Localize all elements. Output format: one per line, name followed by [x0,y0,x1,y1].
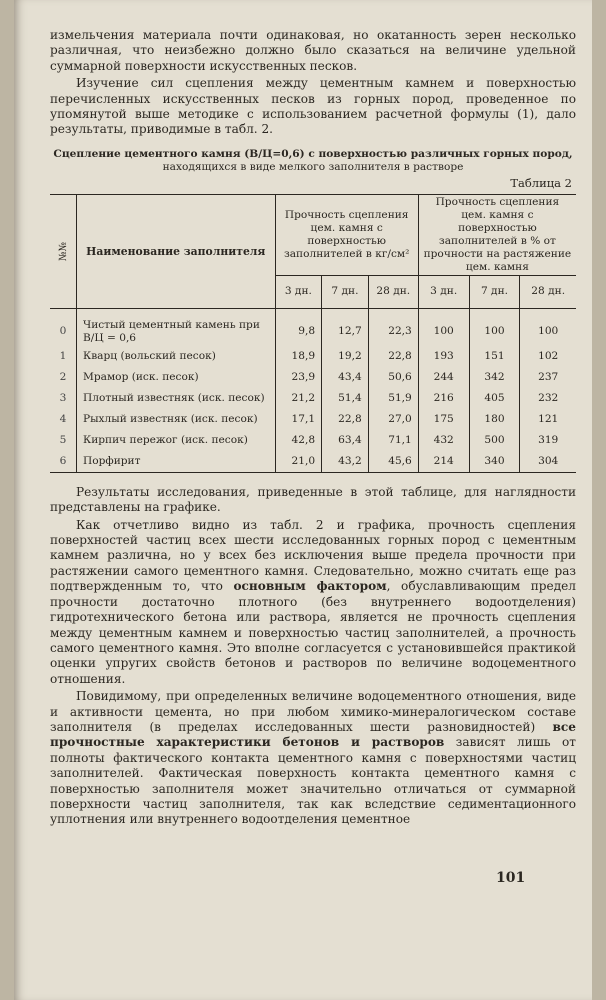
cell-value: 42,8 [275,430,322,451]
cell-value: 63,4 [322,430,369,451]
cell-value: 27,0 [368,409,418,430]
cell-value: 51,4 [322,388,369,409]
row-name: Чистый цементный камень при В/Ц = 0,6 [77,308,276,346]
cell-value: 23,9 [275,367,322,388]
cell-value: 22,8 [368,346,418,367]
cell-value: 22,3 [368,308,418,346]
row-name: Рыхлый известняк (иск. песок) [77,409,276,430]
table-row [50,388,576,409]
cell-value: 19,2 [322,346,369,367]
paragraph-4-emphasis: основным фактором [233,579,387,594]
table-row [50,451,576,473]
cell-value: 175 [418,409,469,430]
col-header-day: 7 дн. [469,275,520,308]
row-name: Мрамор (иск. песок) [77,367,276,388]
cell-value: 18,9 [275,346,322,367]
paragraph-5-emphasis: все прочностные характеристики бетонов и растворов [50,719,576,750]
cell-value: 244 [418,367,469,388]
paragraph-4-text: Как отчетливо видно из табл. 2 и графика, прочность сцепления поверхностей частиц всех шести исследованных горных пород с цементным камнем различна, но у всех без исключения выше предела прочности при растяжении самого цементного камня. Следовательно, можно считать еще раз подтвержденным то, что [50,517,576,594]
col-header-day: 28 дн. [368,275,418,308]
cell-value: 151 [469,346,520,367]
paragraph-1: измельчения материала почти одинаковая, но окатанность зерен несколько различная, что неизбежно должно было сказаться на величине удельной суммарной поверхности искусственных песков. [50,28,576,73]
row-number: 1 [59,349,67,362]
row-name: Плотный известняк (иск. песок) [77,388,276,409]
col-header-day: 3 дн. [418,275,469,308]
paragraph-3-rest: наглядности представлены на графике. [50,484,576,515]
data-table [50,194,576,473]
table-row [50,367,576,388]
cell-value: 12,7 [322,308,369,346]
cell-value: 17,1 [275,409,322,430]
table-caption-line1: Сцепление цементного камня (В/Ц=0,6) с поверхностью различных горных пород, [53,147,573,160]
cell-value: 43,2 [322,451,369,473]
row-number: 6 [50,451,77,473]
table-row [50,430,576,451]
cell-value: 121 [520,409,576,430]
cell-value: 9,8 [275,308,322,346]
paragraph-3-lead: Результаты исследования, приведенные в этой таблице, для [76,484,488,499]
cell-value: 180 [469,409,520,430]
col-header-name: Наименование заполнителя [77,194,276,308]
table-row [50,346,576,367]
cell-value: 102 [520,346,576,367]
row-number: 3 [59,391,67,404]
cell-value: 51,9 [368,388,418,409]
cell-value: 304 [520,451,576,473]
cell-value: 45,6 [368,451,418,473]
paragraph-3 [50,485,576,516]
cell-value: 342 [469,367,520,388]
col-header-number: №№ [50,194,77,308]
col-header-day: 28 дн. [520,275,576,308]
col-header-group-kg: Прочность сцепления цем. камня с поверхностью заполнителей в кг/см² [275,194,418,275]
table-caption [50,148,576,175]
col-header-day: 7 дн. [322,275,369,308]
cell-value: 405 [469,388,520,409]
cell-value: 100 [418,308,469,346]
cell-value: 21,0 [275,451,322,473]
cell-value: 232 [520,388,576,409]
row-number: 2 [59,370,67,383]
table-row [50,308,576,346]
table-caption-line2: находящихся в виде мелкого заполнителя в растворе [162,161,464,174]
paragraph-2: Изучение сил сцепления между цементным камнем и поверхностью перечисленных искусственных песков из горных пород, проведенное по упомянутой выше методике с использованием расчетной формулы (1), дало результаты, приводимые в табл. 2. [50,76,576,137]
cell-value: 100 [469,308,520,346]
cell-value: 432 [418,430,469,451]
table-row [50,409,576,430]
cell-value: 216 [418,388,469,409]
paragraph-4-text: , обуславливающим предел прочности достаточно плотного (без внутреннего водоотделения) гидротехнического бетона или раствора, является не прочность сцепления между цементным камнем и поверхностью частиц заполнителей, а прочность самого цементного камня. Это вполне согласуется с установившейся практикой оценки упругих свойств бетонов и растворов по величине водоцементного отношения. [50,579,576,686]
table-label: Таблица 2 [510,175,572,190]
page-content [50,28,576,828]
col-header-group-percent: Прочность сцепления цем. камня с поверхностью заполнителей в % от прочности на растяжение цем. камня [418,194,576,275]
cell-value: 22,8 [322,409,369,430]
row-name: Порфирит [77,451,276,473]
cell-value: 319 [520,430,576,451]
cell-value: 237 [520,367,576,388]
cell-value: 214 [418,451,469,473]
row-number: 4 [59,412,67,425]
paragraph-5-text: Повидимому, при определенных величине водоцементного отношения, виде и активности цемента, но при любом химико-минералогическом составе заполнителя (в пределах исследованных шести разновидностей) [50,689,576,734]
book-page [14,0,592,1000]
cell-value: 50,6 [368,367,418,388]
paragraph-5 [50,689,576,828]
cell-value: 193 [418,346,469,367]
cell-value: 500 [469,430,520,451]
row-number: 5 [59,433,67,446]
col-header-day: 3 дн. [275,275,322,308]
cell-value: 340 [469,451,520,473]
cell-value: 43,4 [322,367,369,388]
paragraph-4 [50,518,576,687]
cell-value: 100 [520,308,576,346]
cell-value: 21,2 [275,388,322,409]
page-number: 101 [496,870,526,886]
cell-value: 71,1 [368,430,418,451]
row-name: Кирпич пережог (иск. песок) [77,430,276,451]
row-name: Кварц (вольский песок) [77,346,276,367]
row-number: 0 [59,325,67,338]
paragraph-5-text: зависят лишь от полноты фактического контакта цементного камня с поверхностями частиц заполнителей. Фактическая поверхность контакта цементного камня с поверхностью заполнителя может значительно отличаться от суммарной поверхности частиц заполнителя, так как вследствие седиментационного уплотнения или внутреннего водоотделения цементное [50,735,576,827]
